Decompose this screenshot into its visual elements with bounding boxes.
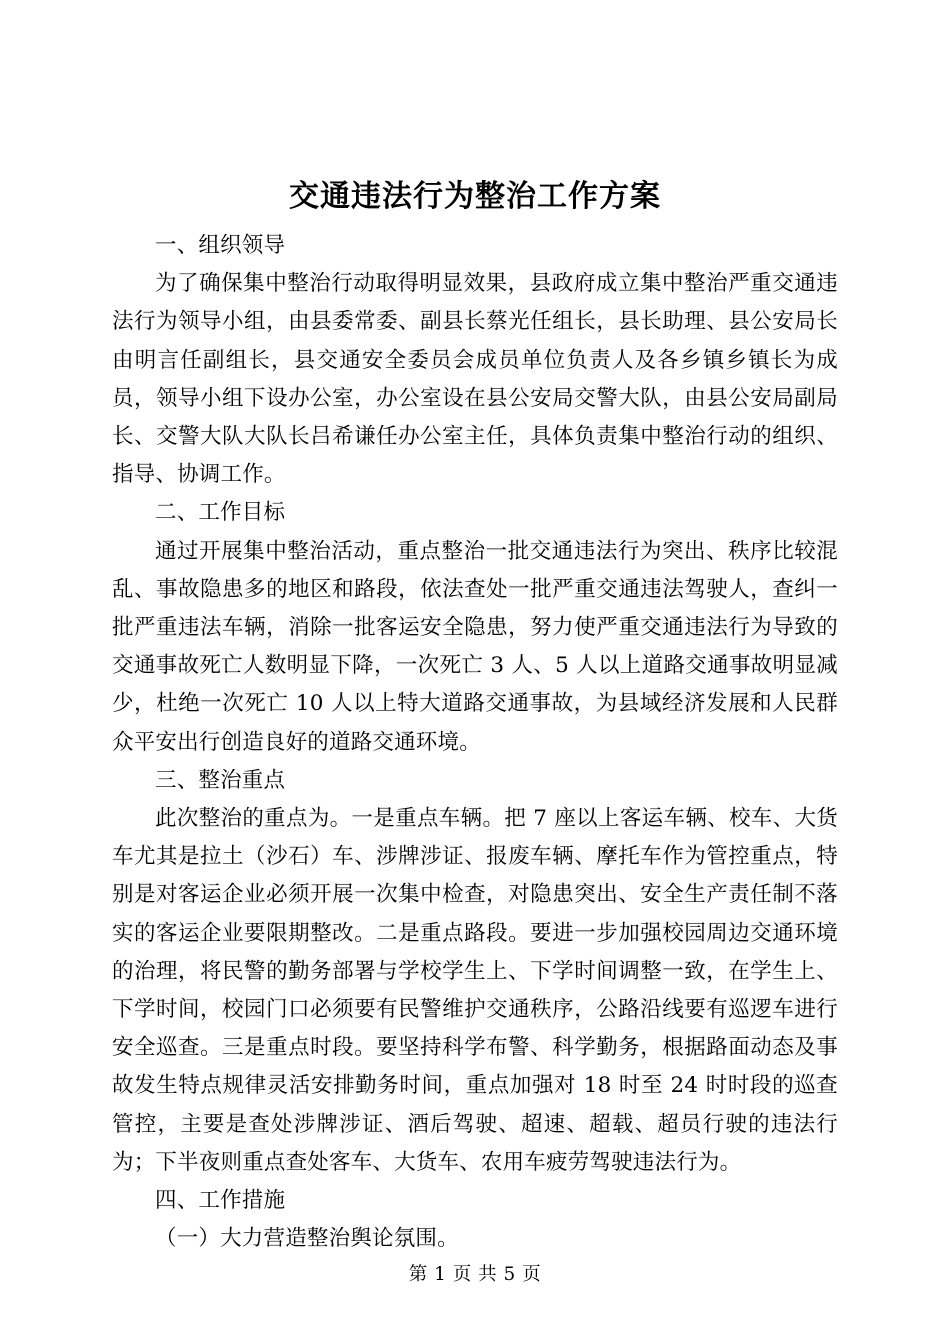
section-paragraph-1: 为了确保集中整治行动取得明显效果，县政府成立集中整治严重交通违法行为领导小组，由县委常委、副县长蔡光任组长，县长助理、县公安局长由明言任副组长，县交通安全委员会成员单位负责人及各乡镇乡镇长为成员，领导小组下设办公室，办公室设在县公安局交警大队，由县公安局副局长、交警大队大队长吕希谦任办公室主任，具体负责集中整治行动的组织、指导、协调工作。 bbox=[112, 271, 838, 488]
section-heading-4: 四、工作措施 bbox=[155, 1188, 286, 1214]
page-title: 交通违法行为整治工作方案 bbox=[289, 179, 661, 214]
section-heading-3: 三、整治重点 bbox=[155, 767, 286, 793]
section-heading-2: 二、工作目标 bbox=[155, 500, 286, 526]
section-paragraph-2: 通过开展集中整治活动，重点整治一批交通违法行为突出、秩序比较混乱、事故隐患多的地区和路段，依法查处一批严重交通违法驾驶人，查纠一批严重违法车辆，消除一批客运安全隐患，努力使严重交通违法行为导致的交通事故死亡人数明显下降，一次死亡 3 人、5 人以上道路交通事故明显减少，杜绝一次死亡 10 人以上特大道路交通事故，为县域经济发展和人民群众平安出行创造良好的道路交通环境。 bbox=[112, 538, 838, 755]
page-footer: 第 1 页 共 5 页 bbox=[408, 1264, 542, 1285]
document-body bbox=[112, 227, 838, 1258]
section-heading-1: 一、组织领导 bbox=[155, 233, 286, 258]
section-paragraph-3: 此次整治的重点为。一是重点车辆。把 7 座以上客运车辆、校车、大货车尤其是拉土（沙石）车、涉牌涉证、报废车辆、摩托车作为管控重点，特别是对客运企业必须开展一次集中检查，对隐患突出、安全生产责任制不落实的客运企业要限期整改。二是重点路段。要进一步加强校园周边交通环境的治理，将民警的勤务部署与学校学生上、下学时间调整一致，在学生上、下学时间，校园门口必须要有民警维护交通秩序，公路沿线要有巡逻车进行安全巡查。三是重点时段。要坚持科学布警、科学勤务，根据路面动态及事故发生特点规律灵活安排勤务时间，重点加强对 18 时至 24 时时段的巡查管控，主要是查处涉牌涉证、酒后驾驶、超速、超载、超员行驶的违法行为；下半夜则重点查处客车、大货车、农用车疲劳驾驶违法行为。 bbox=[112, 806, 838, 1175]
section-subheading-4-1: （一）大力营造整治舆论氛围。 bbox=[155, 1226, 459, 1252]
